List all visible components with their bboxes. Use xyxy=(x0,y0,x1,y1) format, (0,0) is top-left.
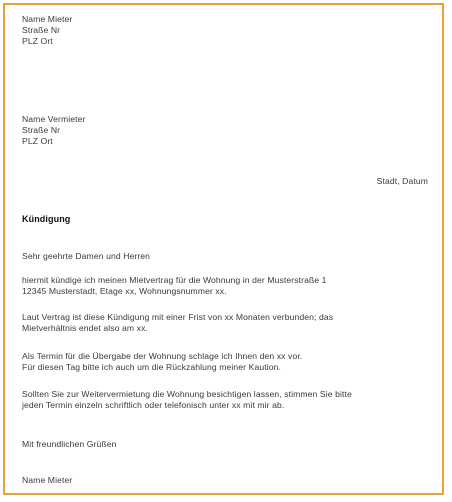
paragraph-2 xyxy=(22,312,333,334)
sender-city: PLZ Ort xyxy=(22,36,53,46)
signature-name: Name Mieter xyxy=(22,475,73,485)
subject-line: Kündigung xyxy=(22,214,71,224)
sender-name: Name Mieter xyxy=(22,14,73,24)
paragraph-line: Mietverhältnis endet also am xx. xyxy=(22,323,148,333)
paragraph-line: Laut Vertrag ist diese Kündigung mit einer Frist von xx Monaten verbunden; das xyxy=(22,312,334,322)
sender-street: Straße Nr xyxy=(22,25,61,35)
paragraph-4 xyxy=(22,389,352,411)
paragraph-line: Für diesen Tag bitte ich auch um die Rückzahlung meiner Kaution. xyxy=(22,362,281,372)
paragraph-line: Als Termin für die Übergabe der Wohnung schlage ich Ihnen den xx vor. xyxy=(22,351,303,361)
recipient-name: Name Vermieter xyxy=(22,114,86,124)
recipient-address xyxy=(22,114,86,147)
paragraph-line: Sollten Sie zur Weitervermietung die Wohnung besichtigen lassen, stimmen Sie bitte xyxy=(22,389,352,399)
recipient-street: Straße Nr xyxy=(22,125,61,135)
letter-page xyxy=(3,3,444,495)
paragraph-line: 12345 Musterstadt, Etage xx, Wohnungsnummer xx. xyxy=(22,286,227,296)
sender-address xyxy=(22,14,72,47)
recipient-city: PLZ Ort xyxy=(22,136,53,146)
closing: Mit freundlichen Grüßen xyxy=(22,439,117,449)
place-date: Stadt, Datum xyxy=(376,176,428,186)
salutation: Sehr geehrte Damen und Herren xyxy=(22,251,151,261)
paragraph-line: hiermit kündige ich meinen Mietvertrag für die Wohnung in der Musterstraße 1 xyxy=(22,275,327,285)
paragraph-1 xyxy=(22,275,327,297)
paragraph-line: jeden Termin einzeln schriftlich oder telefonisch unter xx mit mir ab. xyxy=(22,400,285,410)
paragraph-3 xyxy=(22,351,302,373)
